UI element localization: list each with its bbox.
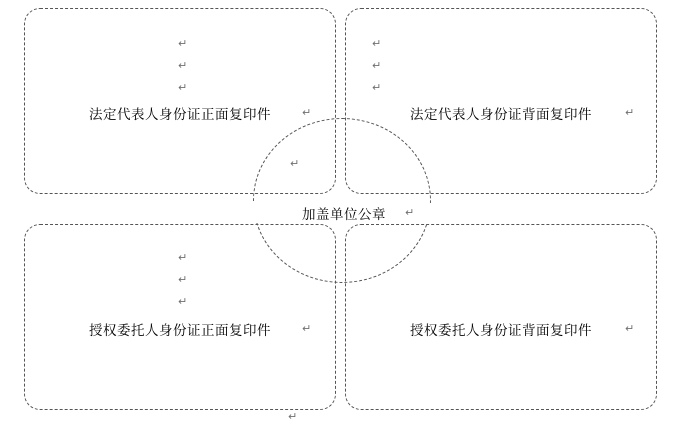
paragraph-mark-icon: ↵ xyxy=(302,322,312,335)
photo-box-label-bottom-left: 授权委托人身份证正面复印件 xyxy=(89,323,271,339)
photo-box-label-top-left: 法定代表人身份证正面复印件 xyxy=(89,107,271,123)
paragraph-mark-icon: ↵ xyxy=(288,410,298,422)
paragraph-mark-icon: ↵ xyxy=(372,81,382,94)
photo-box-label-bottom-right: 授权委托人身份证背面复印件 xyxy=(410,323,592,339)
paragraph-mark-icon: ↵ xyxy=(178,37,188,50)
paragraph-mark-icon: ↵ xyxy=(372,59,382,72)
paragraph-mark-icon: ↵ xyxy=(178,273,188,286)
paragraph-mark-icon: ↵ xyxy=(178,81,188,94)
paragraph-mark-icon: ↵ xyxy=(372,37,382,50)
paragraph-mark-icon: ↵ xyxy=(302,106,312,119)
company-seal-area xyxy=(253,118,431,283)
paragraph-mark-icon: ↵ xyxy=(178,251,188,264)
paragraph-mark-icon: ↵ xyxy=(405,206,415,219)
paragraph-mark-icon: ↵ xyxy=(625,322,635,335)
photo-box-label-top-right: 法定代表人身份证背面复印件 xyxy=(410,107,592,123)
company-seal-label: 加盖单位公章 xyxy=(253,203,435,223)
paragraph-mark-icon: ↵ xyxy=(625,106,635,119)
paragraph-mark-icon: ↵ xyxy=(178,59,188,72)
paragraph-mark-icon: ↵ xyxy=(178,295,188,308)
paragraph-mark-icon: ↵ xyxy=(290,157,300,170)
